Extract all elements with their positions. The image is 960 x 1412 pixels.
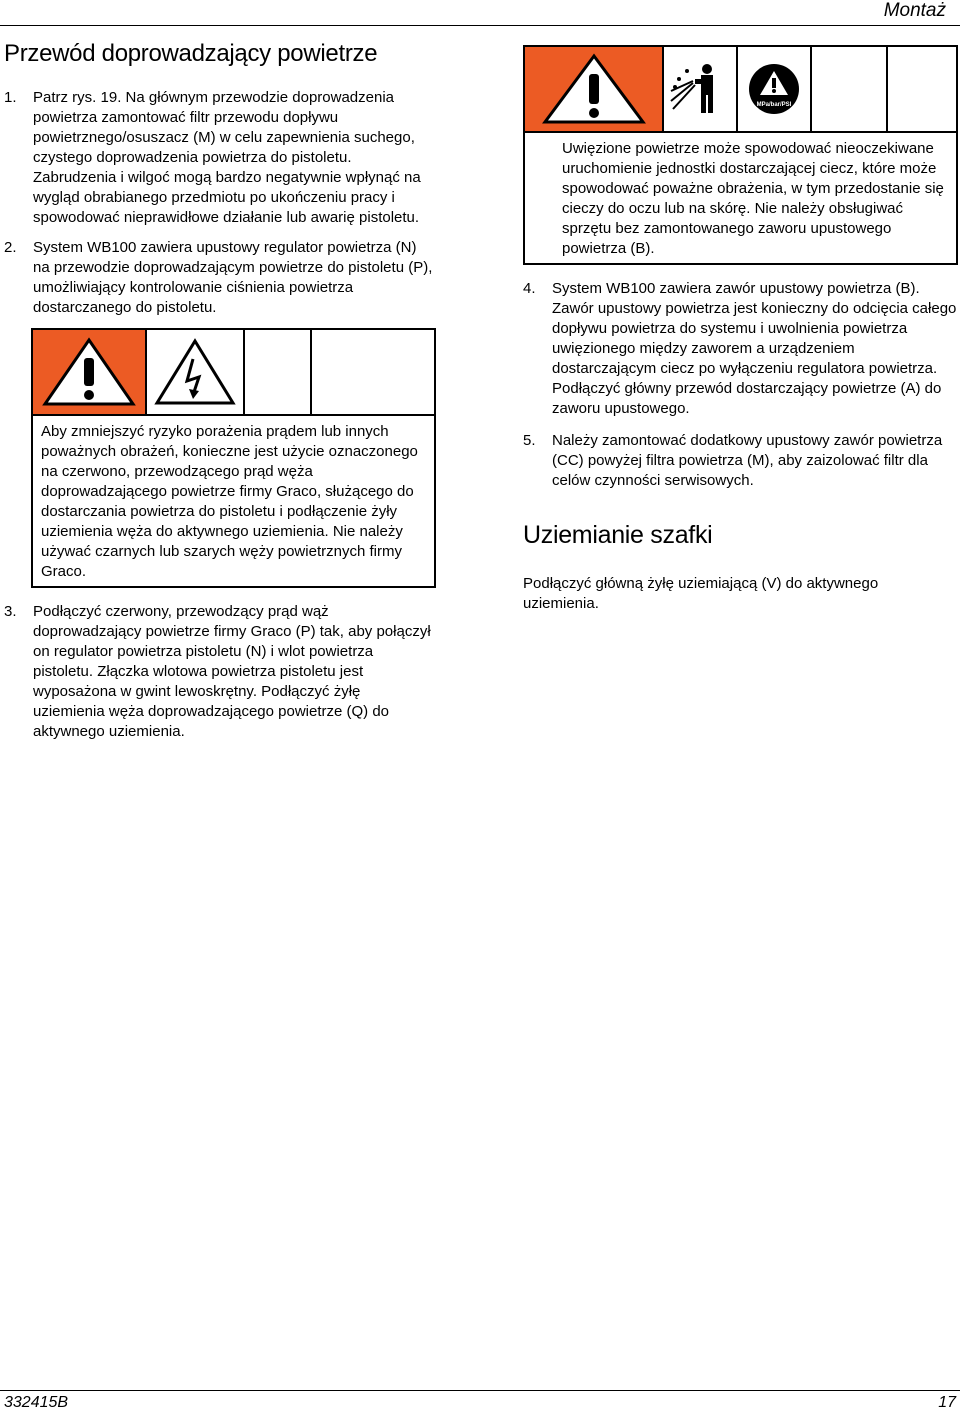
page-number: 17 — [938, 1394, 956, 1411]
step-number: 4. — [523, 280, 536, 297]
step-text: Należy zamontować dodatkowy upustowy zawór powietrza (CC) powyżej filtra powietrza (M), aby zaizolować filtr dla celów czynności serwisowych. — [552, 432, 943, 489]
empty-icon-cell — [312, 330, 434, 414]
warning-text: Uwięzione powietrze może spowodować nieoczekiwane uruchomienie jednostki dostarczającej ciecz, które może spowodować poważne obrażenia, w tym przedostanie się cieczy do oczu lub na skórę. Nie należy obsługiwać sprzętu bez zamontowanego zaworu upustowego powietrza (B). — [562, 140, 944, 257]
doc-number: 332415B — [4, 1394, 69, 1411]
step-3 — [4, 602, 434, 742]
step-text: System WB100 zawiera zawór upustowy powietrza (B). Zawór upustowy powietrza jest konieczny do odcięcia całego dopływu powietrza do systemu i uwolnienia powietrza uwięzionego między zaworem a urządzeniem dostarczającym ciecz po wyłączeniu regulatora powietrza. Podłączyć główny przewód dostarczający powietrze (A) do zaworu upustowego. — [552, 280, 957, 417]
warning-text: Aby zmniejszyć ryzyko porażenia prądem lub innych poważnych obrażeń, konieczne jest użycie oznaczonego na czerwono, przewodzącego prąd węża doprowadzającego powietrze firmy Graco, służącego do dostarczania powietrza do pistoletu i podłączenie żyły uziemienia węża do aktywnego uziemienia. Nie należy używać czarnych lub szarych węży powietrznych firmy Graco. — [41, 423, 418, 580]
pressure-gauge-icon — [738, 47, 812, 131]
warning-icon-row — [525, 47, 956, 133]
empty-icon-cell — [812, 47, 888, 131]
step-1 — [4, 88, 434, 228]
step-text: System WB100 zawiera upustowy regulator powietrza (N) na przewodzie doprowadzającym powietrze do pistoletu (P), umożliwiający kontrolowanie ciśnienia powietrza dostarczanego do pistoletu. — [33, 239, 433, 316]
step-number: 1. — [4, 89, 17, 106]
section-name: Montaż — [883, 0, 946, 21]
warning-box-electric — [31, 328, 436, 588]
gauge-label: MPa/bar/PSI — [756, 102, 792, 108]
warning-icon-row — [33, 330, 434, 416]
warning-box-trapped-air — [523, 45, 958, 265]
right-column — [523, 45, 958, 614]
step-number: 5. — [523, 432, 536, 449]
header-rule — [0, 25, 960, 26]
warning-exclamation-icon — [525, 47, 664, 131]
electric-shock-icon — [147, 330, 245, 414]
empty-icon-cell — [888, 47, 956, 131]
step-number: 3. — [4, 603, 17, 620]
left-column — [4, 40, 434, 742]
skin-injection-icon — [664, 47, 738, 131]
step-number: 2. — [4, 239, 17, 256]
grounding-text: Podłączyć główną żyłę uziemiającą (V) do aktywnego uziemienia. — [523, 575, 879, 612]
section-title-air-supply: Przewód doprowadzający powietrze — [4, 40, 378, 67]
empty-icon-cell — [245, 330, 312, 414]
step-text: Podłączyć czerwony, przewodzący prąd wąż doprowadzający powietrze firmy Graco (P) tak, aby połączył on regulator powietrza pistoletu (N) i wlot powietrza pistoletu. Złączka wlotowa powietrza pistoletu jest wyposażona w gwint lewoskrętny. Podłączyć żyłę uziemienia węża doprowadzającego powietrze (Q) do aktywnego uziemienia. — [33, 603, 431, 740]
section-title-grounding: Uziemianie szafki — [523, 521, 713, 549]
footer-rule — [0, 1390, 960, 1391]
step-4 — [523, 279, 958, 419]
step-2 — [4, 238, 434, 318]
step-5 — [523, 431, 958, 491]
step-text: Patrz rys. 19. Na głównym przewodzie doprowadzenia powietrza zamontować filtr przewodu dopływu powietrznego/osuszacz (M) w celu zapewnienia suchego, czystego doprowadzenia powietrza do pistoletu. Zabrudzenia i wilgoć mogą bardzo negatywnie wpłynąć na wygląd obrabianego przedmiotu po ukończeniu pracy i spowodować nieprawidłowe działanie lub awarię pistoletu. — [33, 89, 421, 226]
warning-exclamation-icon — [33, 330, 147, 414]
